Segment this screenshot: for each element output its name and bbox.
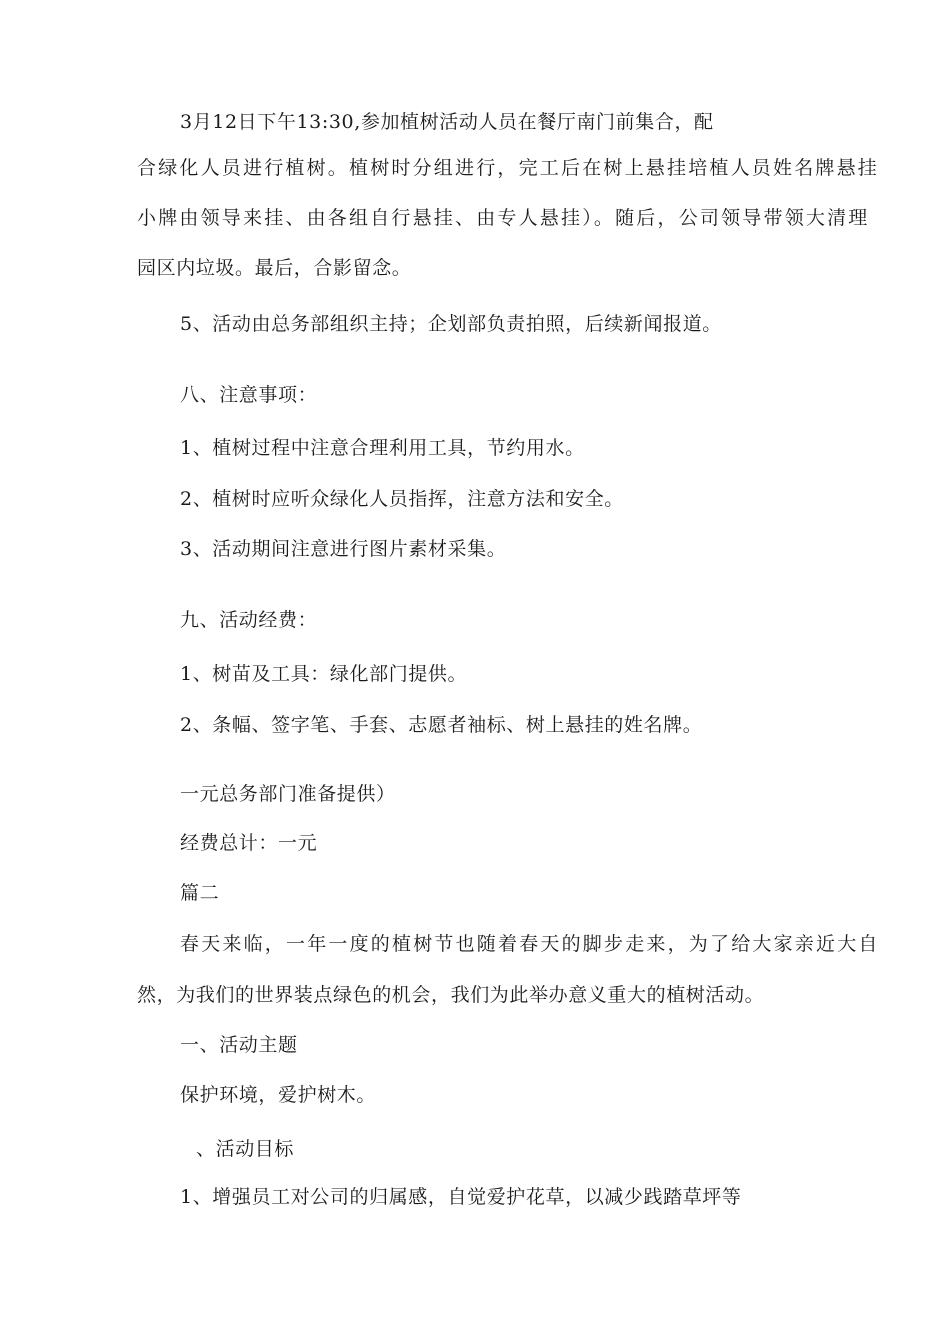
section-heading: 、活动目标	[196, 1138, 295, 1160]
text-line: 合绿化人员进行植树。植树时分组进行，完工后在树上悬挂培植人员姓名牌悬挂	[137, 157, 880, 179]
text-line: 1、植树过程中注意合理利用工具，节约用水。	[180, 437, 585, 459]
section-heading: 八、注意事项：	[180, 384, 318, 406]
text-line: 园区内垃圾。最后，合影留念。	[137, 257, 412, 279]
section-heading: 一、活动主题	[180, 1034, 298, 1056]
text-line: 3、活动期间注意进行图片素材采集。	[180, 538, 507, 560]
text-line: 5、活动由总务部组织主持；企划部负责拍照，后续新闻报道。	[180, 313, 722, 335]
text-line: 2、条幅、签字笔、手套、志愿者袖标、树上悬挂的姓名牌。	[180, 714, 703, 736]
text-line: 小牌由领导来挂、由各组自行悬挂、由专人悬挂）。随后，公司领导带领大清理	[137, 207, 870, 229]
section-heading: 篇二	[180, 882, 220, 904]
text-line: 1、增强员工对公司的归属感，自觉爱护花草，以减少践踏草坪等	[180, 1186, 742, 1208]
text-line: 2、植树时应听众绿化人员指挥，注意方法和安全。	[180, 488, 624, 510]
text-line: 3月12日下午13:30,参加植树活动人员在餐厅南门前集合，配	[180, 111, 714, 133]
text-line: 春天来临，一年一度的植树节也随着春天的脚步走来，为了给大家亲近大自	[180, 933, 880, 955]
text-line: 保护环境，爱护树木。	[180, 1084, 377, 1106]
text-line: 一元总务部门准备提供）	[180, 783, 396, 805]
section-heading: 九、活动经费：	[180, 609, 318, 631]
text-line: 经费总计：一元	[180, 832, 318, 854]
text-line: 1、树苗及工具：绿化部门提供。	[180, 663, 468, 685]
text-line: 然，为我们的世界装点绿色的机会，我们为此举办意义重大的植树活动。	[137, 984, 765, 1006]
